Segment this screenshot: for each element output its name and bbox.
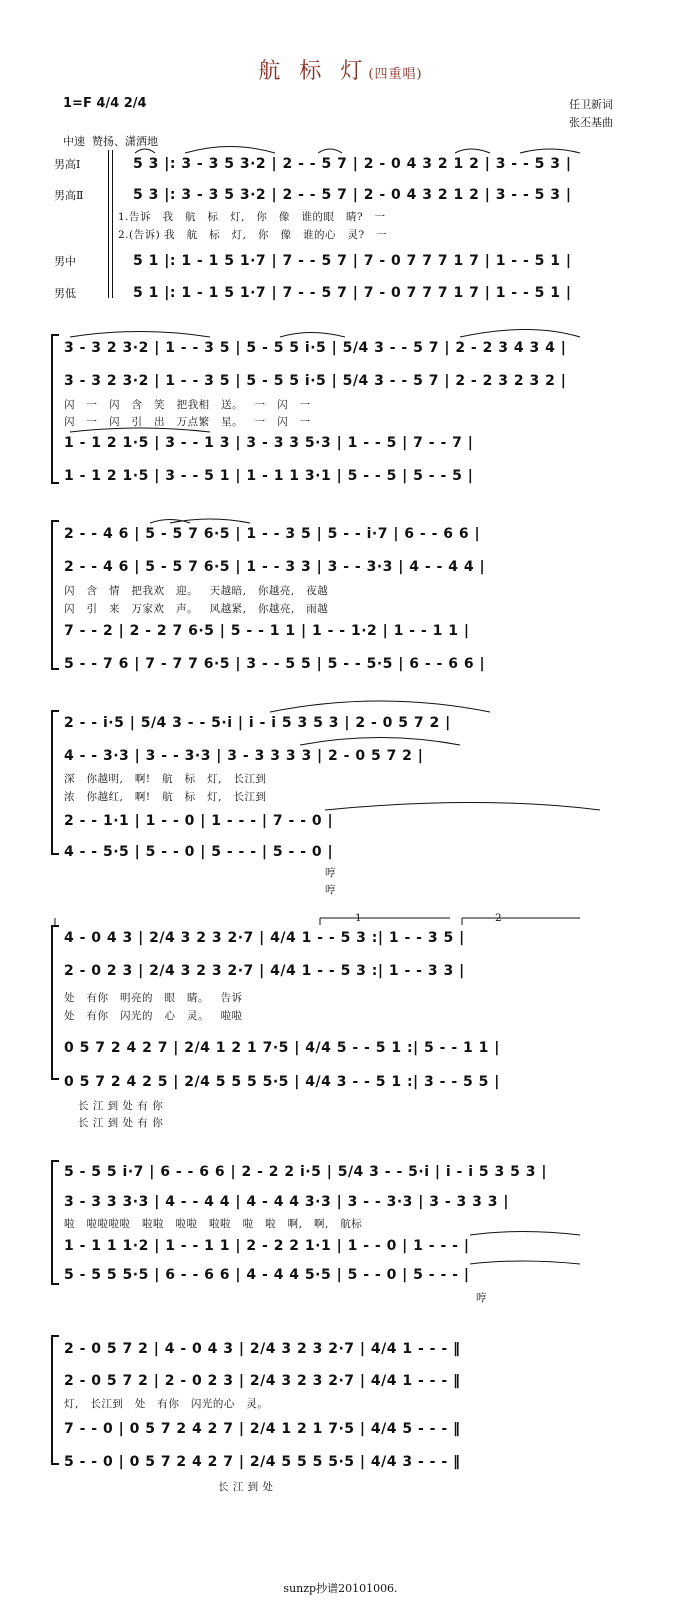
system-6-tenor-2-notes: 3 - 3 3 3·3 | 4 - - 4 4 | 4 - 4 4 3·3 | 3 - - 3·3 | 3 - 3 3 3 |: [64, 1194, 509, 1210]
system-4-tenor-1-notes: 2 - - i·5 | 5/4 3 - - 5·i | i - i 5 3 5 3 | 2 - 0 5 7 2 |: [64, 715, 451, 731]
system-4-lyric-verse-1: 深 你越明, 啊! 航 标 灯, 长江到: [64, 773, 267, 785]
system-7-bass-lyric: 长 江 到 处: [218, 1481, 274, 1493]
system-3-tenor-2-notes: 2 - - 4 6 | 5 - 5 7 6·5 | 1 - - 3 3 | 3 - - 3·3 | 4 - - 4 4 |: [64, 559, 486, 575]
system-6-brace: [51, 1160, 53, 1285]
time-signature-2: 2/4: [123, 96, 147, 111]
system-1-lyric-verse-1: 1.告诉 我 航 标 灯, 你 像 谁的眼 睛? 一: [118, 211, 386, 223]
system-5-tenor-2-notes: 2 - 0 2 3 | 2/4 3 2 3 2·7 | 4/4 1 - - 5 3 :| 1 - - 3 3 |: [64, 963, 465, 979]
system-4-hum-2: 哼: [325, 884, 336, 896]
system-1-bass-notes: 5 1 |: 1 - 1 5 1·7 | 7 - - 5 7 | 7 - 0 7 7 7 1 7 | 1 - - 5 1 |: [133, 285, 572, 301]
system-6-bass-notes: 5 - 5 5 5·5 | 6 - - 6 6 | 4 - 4 4 5·5 | 5 - - 0 | 5 - - - |: [64, 1267, 470, 1283]
system-2-bass-notes: 1 - 1 2 1·5 | 3 - - 5 1 | 1 - 1 1 3·1 | 5 - - 5 | 5 - - 5 |: [64, 468, 474, 484]
system-5-baritone-notes: 0 5 7 2 4 2 7 | 2/4 1 2 1 7·5 | 4/4 5 - - 5 1 :| 5 - - 1 1 |: [64, 1040, 500, 1056]
volta-2-label: 2: [495, 912, 503, 924]
system-3-lyric-verse-2: 闪 引 来 万家欢 声。 风越紧, 你越亮, 雨越: [64, 603, 329, 615]
system-3-brace: [51, 520, 53, 670]
system-7-bass-notes: 5 - - 0 | 0 5 7 2 4 2 7 | 2/4 5 5 5 5·5 | 4/4 3 - - - ‖: [64, 1454, 461, 1470]
voice-label-tenor-1: 男高Ⅰ: [54, 158, 81, 171]
system-1-tenor-2-notes: 5 3 |: 3 - 3 5 3·2 | 2 - - 5 7 | 2 - 0 4 3 2 1 2 | 3 - - 5 3 |: [133, 187, 572, 203]
song-title: [0, 54, 681, 85]
system-5-bass-lyric-2: 长 江 到 处 有 你: [78, 1117, 164, 1129]
system-2-lyric-verse-1: 闪 一 闪 含 笑 把我相 送。 一 闪 一: [64, 399, 311, 411]
system-4-lyric-verse-2: 浓 你越红, 啊! 航 标 灯, 长江到: [64, 791, 267, 803]
system-7-lyric: 灯, 长江到 处 有你 闪光的心 灵。: [64, 1398, 269, 1410]
system-2-brace: [51, 334, 53, 484]
key-signature: [63, 96, 147, 111]
system-4-bass-notes: 4 - - 5·5 | 5 - - 0 | 5 - - - | 5 - - 0 |: [64, 844, 334, 860]
voice-label-bass: 男低: [54, 287, 76, 300]
system-5-lyric-verse-2: 处 有你 闪光的 心 灵。 啦啦: [64, 1010, 243, 1022]
system-6-tenor-1-notes: 5 - 5 5 i·7 | 6 - - 6 6 | 2 - 2 2 i·5 | 5/4 3 - - 5·i | i - i 5 3 5 3 |: [64, 1164, 547, 1180]
system-2-lyric-verse-2: 闪 一 闪 引 出 万点繁 星。 一 闪 一: [64, 416, 311, 428]
system-2-tenor-1-notes: 3 - 3 2 3·2 | 1 - - 3 5 | 5 - 5 5 i·5 | 5/4 3 - - 5 7 | 2 - 2 3 4 3 4 |: [64, 340, 567, 356]
lyricist-credit: 任卫新词: [569, 98, 613, 111]
system-1-tenor-1-notes: 5 3 |: 3 - 3 5 3·2 | 2 - - 5 7 | 2 - 0 4 3 2 1 2 | 3 - - 5 3 |: [133, 156, 572, 172]
system-7-brace: [51, 1335, 53, 1465]
system-4-baritone-notes: 2 - - 1·1 | 1 - - 0 | 1 - - - | 7 - - 0 |: [64, 813, 334, 829]
voice-label-baritone: 男中: [54, 255, 76, 268]
system-5-bass-lyric-1: 长 江 到 处 有 你: [78, 1100, 164, 1112]
system-1-bracket-inner: [112, 150, 113, 298]
system-7-tenor-1-notes: 2 - 0 5 7 2 | 4 - 0 4 3 | 2/4 3 2 3 2·7 | 4/4 1 - - - ‖: [64, 1341, 461, 1357]
system-5-brace: [51, 925, 53, 1080]
tempo-marking: 中速 赞扬、潇洒地: [63, 135, 158, 148]
time-signature-1: 4/4: [96, 96, 120, 111]
title-suffix: (四重唱): [368, 67, 423, 82]
system-4-hum-1: 哼: [325, 867, 336, 879]
system-5-bass-notes: 0 5 7 2 4 2 5 | 2/4 5 5 5 5·5 | 4/4 3 - - 5 1 :| 3 - - 5 5 |: [64, 1074, 500, 1090]
system-6-baritone-notes: 1 - 1 1 1·2 | 1 - - 1 1 | 2 - 2 2 1·1 | 1 - - 0 | 1 - - - |: [64, 1238, 470, 1254]
key-label: 1=F: [63, 96, 92, 111]
system-1-bracket: [108, 150, 109, 298]
system-7-baritone-notes: 7 - - 0 | 0 5 7 2 4 2 7 | 2/4 1 2 1 7·5 | 4/4 5 - - - ‖: [64, 1421, 461, 1437]
system-6-lyric: 啦 啦啦啦啦 啦啦 啦啦 啦啦 啦 啦 啊, 啊, 航标: [64, 1218, 363, 1230]
title-main: 航 标 灯: [258, 59, 369, 84]
volta-1-label: 1: [355, 912, 363, 924]
system-3-tenor-1-notes: 2 - - 4 6 | 5 - 5 7 6·5 | 1 - - 3 5 | 5 - - i·7 | 6 - - 6 6 |: [64, 526, 481, 542]
system-1-baritone-notes: 5 1 |: 1 - 1 5 1·7 | 7 - - 5 7 | 7 - 0 7 7 7 1 7 | 1 - - 5 1 |: [133, 253, 572, 269]
system-4-tenor-2-notes: 4 - - 3·3 | 3 - - 3·3 | 3 - 3 3 3 3 | 2 - 0 5 7 2 |: [64, 748, 424, 764]
composer-credit: 张丕基曲: [569, 116, 613, 129]
system-3-lyric-verse-1: 闪 含 情 把我欢 迎。 天越暗, 你越亮, 夜越: [64, 585, 329, 597]
system-3-bass-notes: 5 - - 7 6 | 7 - 7 7 6·5 | 3 - - 5 5 | 5 - - 5·5 | 6 - - 6 6 |: [64, 656, 486, 672]
system-2-baritone-notes: 1 - 1 2 1·5 | 3 - - 1 3 | 3 - 3 3 5·3 | 1 - - 5 | 7 - - 7 |: [64, 435, 474, 451]
system-1-lyric-verse-2: 2.(告诉) 我 航 标 灯, 你 像 谁的心 灵? 一: [118, 229, 388, 241]
voice-label-tenor-2: 男高Ⅱ: [54, 189, 84, 202]
system-3-baritone-notes: 7 - - 2 | 2 - 2 7 6·5 | 5 - - 1 1 | 1 - - 1·2 | 1 - - 1 1 |: [64, 623, 470, 639]
system-6-hum: 哼: [476, 1292, 487, 1304]
system-5-tenor-1-notes: 4 - 0 4 3 | 2/4 3 2 3 2·7 | 4/4 1 - - 5 3 :| 1 - - 3 5 |: [64, 930, 465, 946]
system-2-tenor-2-notes: 3 - 3 2 3·2 | 1 - - 3 5 | 5 - 5 5 i·5 | 5/4 3 - - 5 7 | 2 - 2 3 2 3 2 |: [64, 373, 567, 389]
system-4-brace: [51, 710, 53, 855]
system-7-tenor-2-notes: 2 - 0 5 7 2 | 2 - 0 2 3 | 2/4 3 2 3 2·7 | 4/4 1 - - - ‖: [64, 1373, 461, 1389]
system-5-lyric-verse-1: 处 有你 明亮的 眼 睛。 告诉: [64, 992, 243, 1004]
transcriber-note: sunzp抄谱20101006.: [283, 1582, 398, 1595]
